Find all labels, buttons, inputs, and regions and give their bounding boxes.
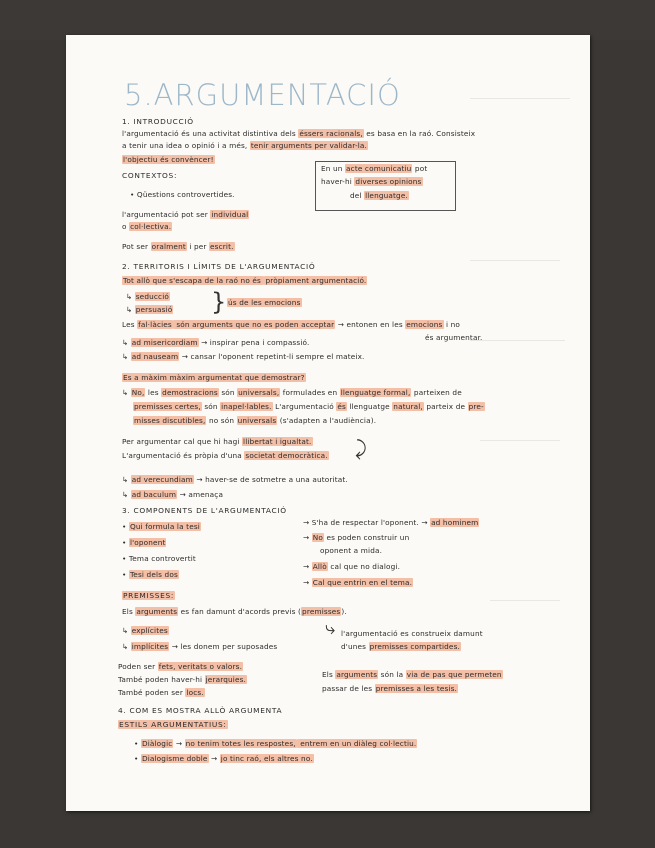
show-through-line	[480, 440, 560, 441]
text-line: → No es poden construir un	[303, 533, 410, 542]
list-item: ↳ explícites	[122, 626, 168, 635]
box-line: En un acte comunicatiu pot	[321, 164, 428, 173]
box-line: haver-hi diverses opinions	[321, 177, 422, 186]
text-line: d'unes premisses compartides.	[341, 642, 460, 651]
text-line: o col·lectiva.	[122, 222, 172, 231]
text-line: Es a màxim màxim argumentat que demostrar?	[123, 373, 305, 382]
text-line: També poden haver-hi jerarquies.	[118, 675, 247, 684]
section-heading-mostra: 4. COM ES MOSTRA ALLÒ ARGUMENTA	[118, 706, 283, 715]
text-line: premisses certes, són inapel·lables. L'argumentació és llenguatge natural, parteix de pre-	[134, 402, 484, 411]
list-item: ↳ ad verecundiam → haver-se de sotmetre a una autoritat.	[122, 475, 348, 484]
text-line: a tenir una idea o opinió i a més, tenir arguments per validar-la.	[122, 141, 368, 150]
text-line: Les fal·làcies són arguments que no es poden acceptar → entonen en les emocions i no	[122, 320, 461, 329]
text-line: oponent a mida.	[320, 546, 383, 555]
list-item: ↳ persuasió	[126, 305, 173, 314]
premisses-heading: PREMISSES:	[123, 591, 175, 600]
list-item: ↳ ad baculum → amenaça	[122, 490, 224, 499]
text-line: misses discutibles, no són universals (s'adapten a l'audiència).	[134, 416, 377, 425]
text-line: és argumentar.	[425, 333, 483, 342]
text-line: passar de les premisses a les tesis.	[322, 684, 458, 693]
curved-arrow-icon: ⤷	[325, 618, 336, 639]
text-line: → Allò cal que no dialogi.	[303, 562, 401, 571]
section-heading-intro: 1. INTRODUCCIÓ	[122, 117, 194, 126]
section-heading-territoris: 2. TERRITORIS I LÍMITS DE L'ARGUMENTACIÓ	[122, 262, 316, 271]
text-line: Els arguments es fan damunt d'acords previs (premisses).	[122, 607, 347, 616]
list-item: • Qui formula la tesi	[122, 522, 200, 531]
background-top	[0, 0, 655, 40]
text-line: ↳ No, les demostracions són universals, formulades en llenguatge formal, parteixen de	[122, 388, 462, 397]
text-line: Els arguments són la via de pas que permeten	[322, 670, 502, 679]
text-line: l'argumentació és una activitat distintiva dels éssers racionals, es basa en la raó. Consisteix	[122, 129, 476, 138]
curved-arrow-icon: ⤸	[355, 436, 367, 460]
list-item: ↳ ad misericordiam → inspirar pena i compassió.	[122, 338, 310, 347]
list-item: ↳ implícites → les donem per suposades	[122, 642, 278, 651]
list-item: • l'oponent	[122, 538, 166, 547]
section-heading-components: 3. COMPONENTS DE L'ARGUMENTACIÓ	[122, 506, 287, 515]
text-line: l'argumentació pot ser individual	[122, 210, 249, 219]
list-item: ↳ seducció	[126, 292, 169, 301]
text-line: Pot ser oralment i per escrit.	[122, 242, 234, 251]
list-item: ↳ ad nauseam → cansar l'oponent repetint-li sempre el mateix.	[122, 352, 365, 361]
text-line: L'argumentació és pròpia d'una societat democràtica.	[122, 451, 328, 460]
contextos-label: CONTEXTOS:	[122, 171, 178, 180]
brace-icon: }	[211, 288, 227, 316]
show-through-line	[470, 260, 560, 261]
list-item: • Qüestions controvertides.	[130, 190, 235, 199]
text-line: l'objectiu és convèncer!	[123, 155, 214, 164]
list-item: • Diàlogic → no tenim totes les respostes, entrem en un diàleg col·lectiu.	[134, 739, 417, 748]
list-item: • Tesi dels dos	[122, 570, 178, 579]
text-line: També poden ser locs.	[118, 688, 204, 697]
show-through-line	[470, 98, 570, 99]
text-line: Tot allò que s'escapa de la raó no és pròpiament argumentació.	[123, 276, 367, 285]
page-title: 5.ARGUMENTACIÓ	[124, 78, 401, 112]
show-through-line	[470, 340, 565, 341]
list-item: • Dialogisme doble → jo tinc raó, els altres no.	[134, 754, 313, 763]
text-line: Per argumentar cal que hi hagi llibertat i igualtat.	[122, 437, 312, 446]
list-item: • Tema controvertit	[122, 554, 196, 563]
text-line: → Cal que entrin en el tema.	[303, 578, 413, 587]
box-line: del llenguatge.	[350, 191, 408, 200]
show-through-line	[490, 600, 560, 601]
text-line: ús de les emocions	[228, 298, 301, 307]
text-line: Poden ser fets, veritats o valors.	[118, 662, 243, 671]
text-line: → S'ha de respectar l'oponent. → ad hominem	[303, 518, 479, 527]
text-line: l'argumentació es construeix damunt	[341, 629, 483, 638]
estils-heading: ESTILS ARGUMENTATIUS:	[119, 720, 227, 729]
